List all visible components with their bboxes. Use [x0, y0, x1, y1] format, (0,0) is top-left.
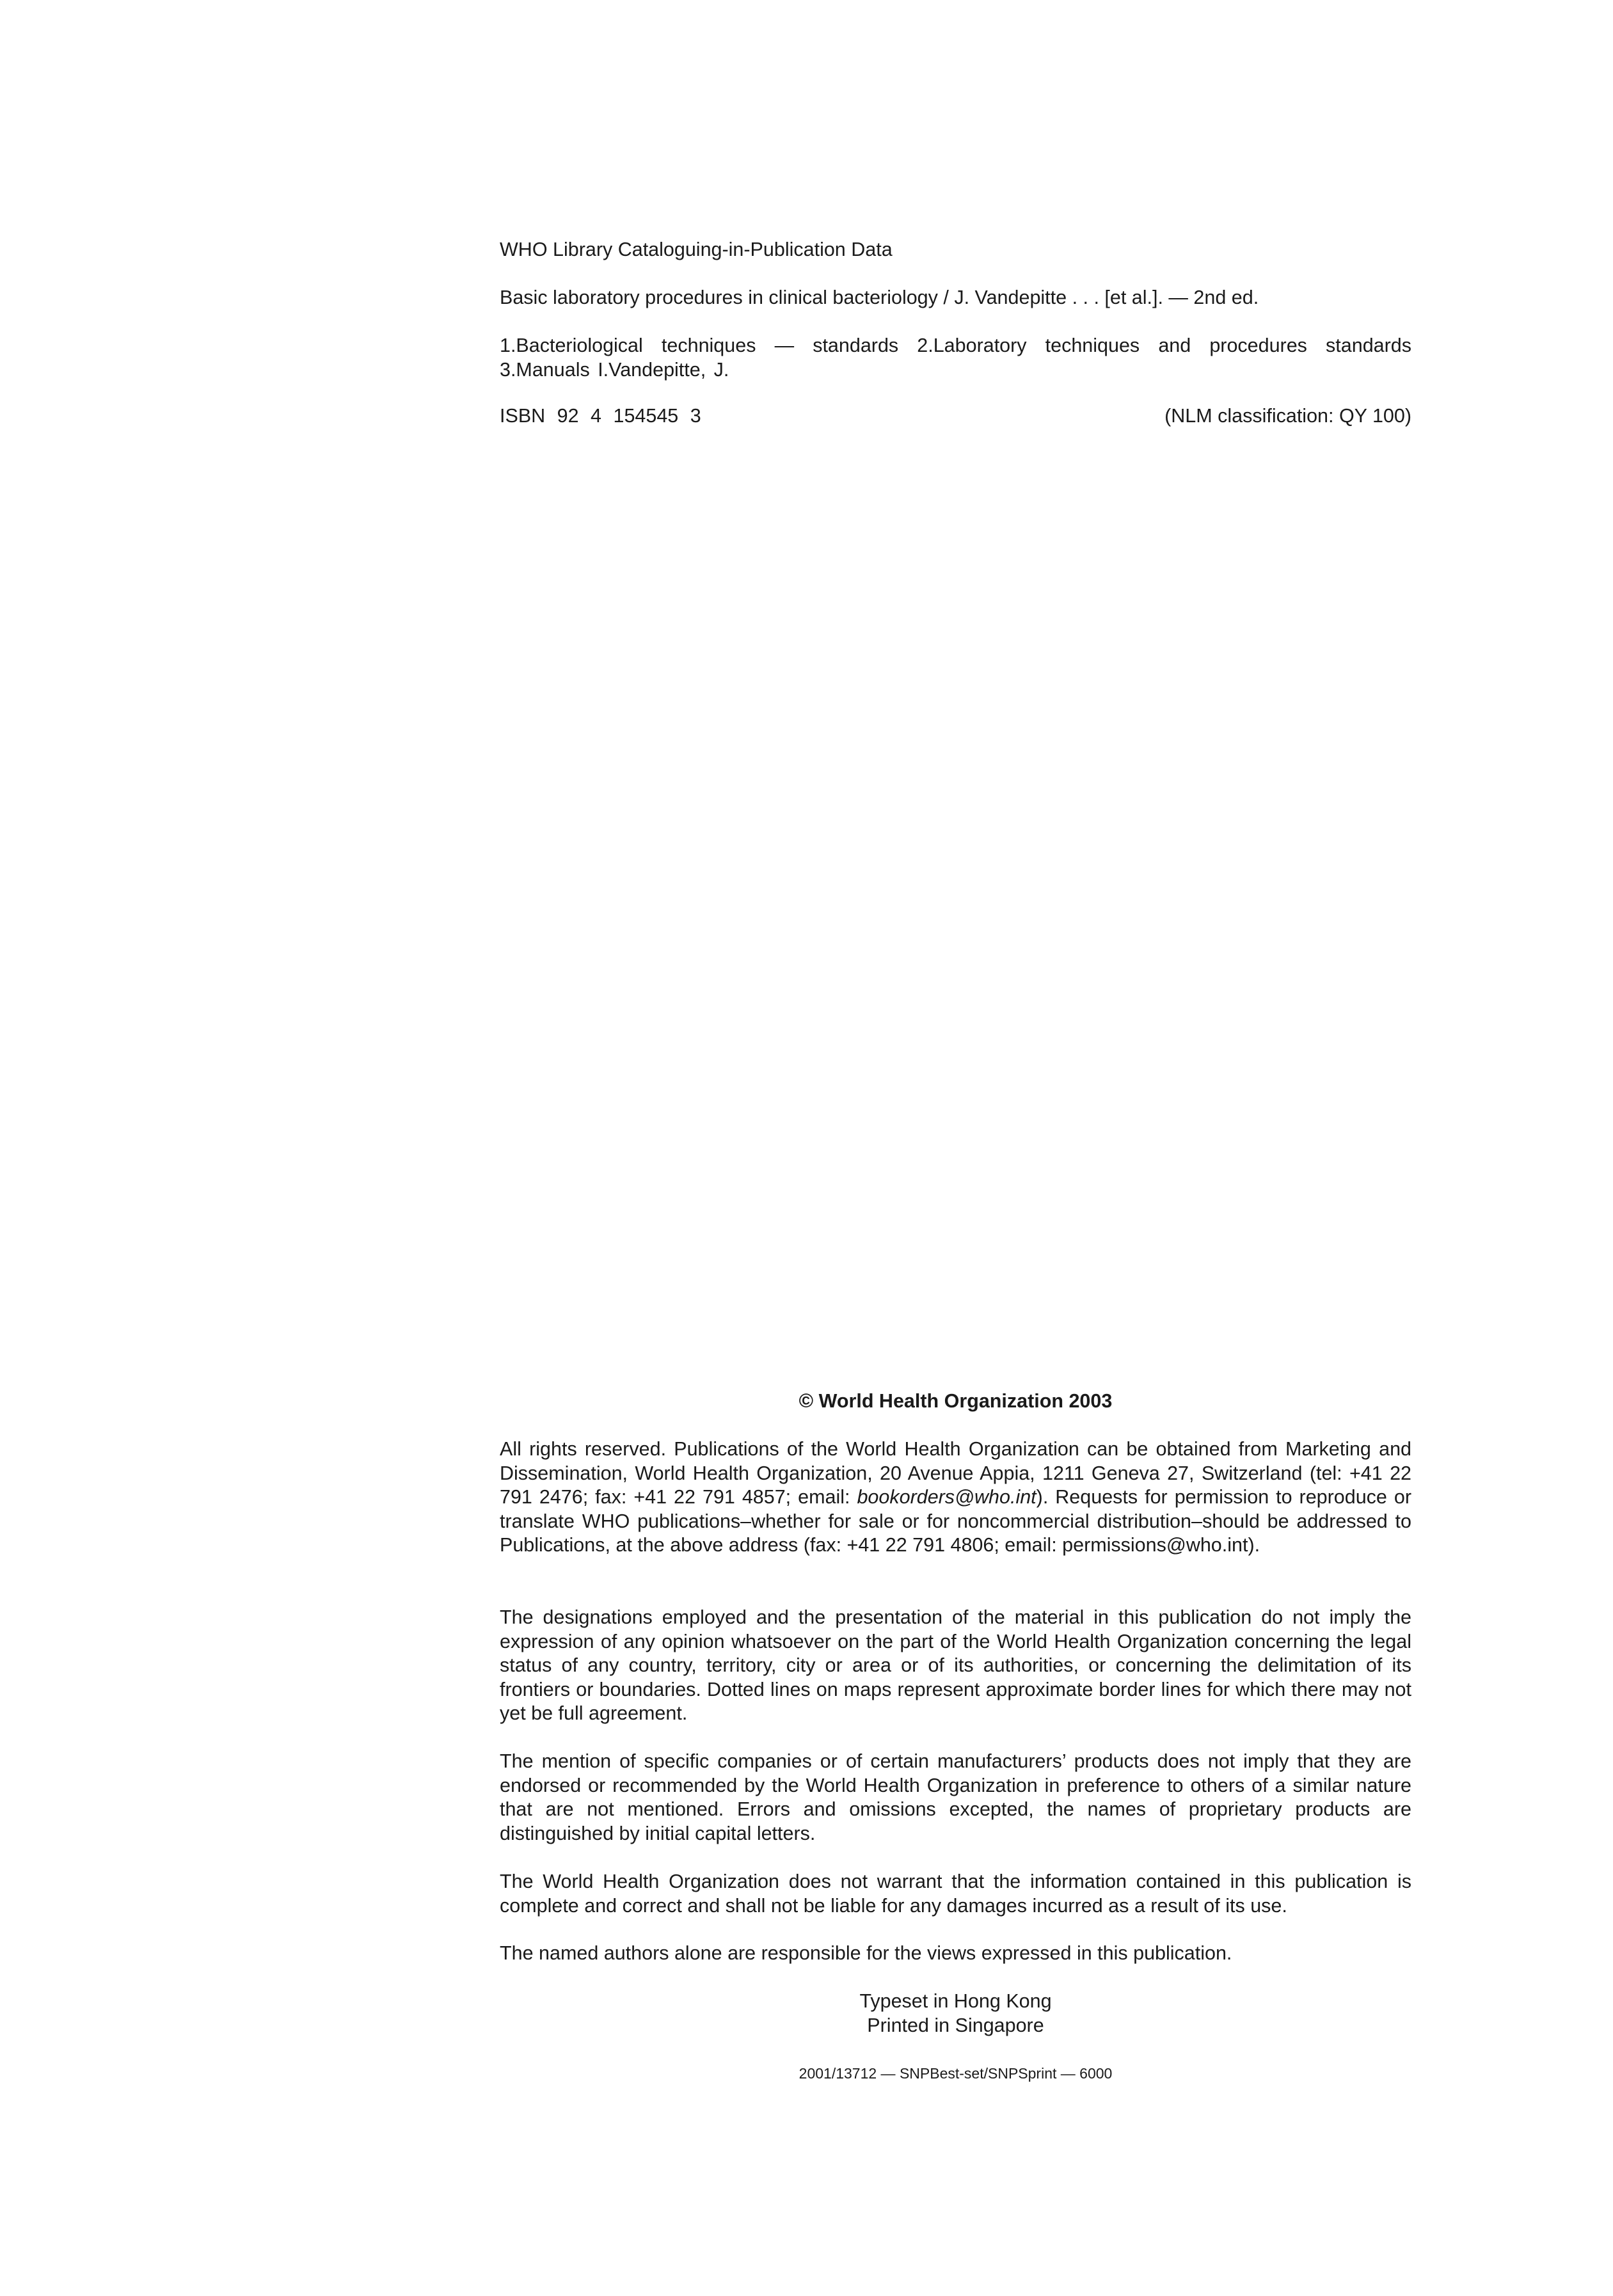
rights-text-part2: ). Requests for permission to reproduce or translate WHO publications–whether for sale or for noncommercial distribution–should be addressed to Publications, at the above address (fax: +41 22 791 4806; email: permissions@who.int).: [500, 1486, 1411, 1556]
isbn-number: ISBN 92 4 154545 3: [500, 405, 701, 427]
print-code: 2001/13712 — SNPBest-set/SNPSprint — 6000: [799, 2065, 1113, 2082]
cip-isbn-row: [500, 404, 1411, 429]
bookorders-email: bookorders@who.int: [857, 1486, 1037, 1508]
printed-location: Printed in Singapore: [867, 2014, 1044, 2036]
imprint: [500, 1990, 1411, 2038]
typeset-location: Typeset in Hong Kong: [859, 1990, 1052, 2012]
rights-paragraph: [500, 1437, 1411, 1558]
warranty-paragraph: The World Health Organization does not warrant that the information contained in this publication is complete and correct and shall not be liable for any damages incurred as a result of its use.: [500, 1871, 1411, 1917]
authors-paragraph: The named authors alone are responsible for the views expressed in this publication.: [500, 1942, 1232, 1964]
copyright-title: © World Health Organization 2003: [799, 1390, 1113, 1412]
cip-subjects-line1: 1.Bacteriological techniques — standards 2.Laboratory techniques and procedures standards: [500, 335, 1411, 356]
cip-title-line: Basic laboratory procedures in clinical bacteriology / J. Vandepitte . . . [et al.]. — 2nd ed.: [500, 287, 1259, 308]
nlm-classification: (NLM classification: QY 100): [1164, 405, 1411, 427]
companies-paragraph: The mention of specific companies or of certain manufacturers’ products does not imply that they are endorsed or recommended by the World Health Organization in preference to others of a similar nature that are not mentioned. Errors and omissions excepted, the names of proprietary products are distinguished by initial capital letters.: [500, 1750, 1411, 1844]
cip-heading: WHO Library Cataloguing-in-Publication Data: [500, 239, 893, 260]
designations-paragraph: The designations employed and the presentation of the material in this publication do not imply the expression of any opinion whatsoever on the part of the World Health Organization concerning the legal status of any country, territory, city or area or of its authorities, or concerning the delimitation of its frontiers or boundaries. Dotted lines on maps represent approximate border lines for which there may not yet be full agreement.: [500, 1606, 1411, 1724]
rights-text-part1: All rights reserved. Publications of the World Health Organization can be obtained from Marketing and Dissemination, World Health Organization, 20 Avenue Appia, 1211 Geneva 27, Switzerland (tel: +41 22 791 2476; fax: +41 22 791 4857; email:: [500, 1438, 1411, 1508]
cip-subjects: [500, 334, 1411, 382]
cip-subjects-line2: 3.Manuals I.Vandepitte, J.: [500, 358, 729, 381]
